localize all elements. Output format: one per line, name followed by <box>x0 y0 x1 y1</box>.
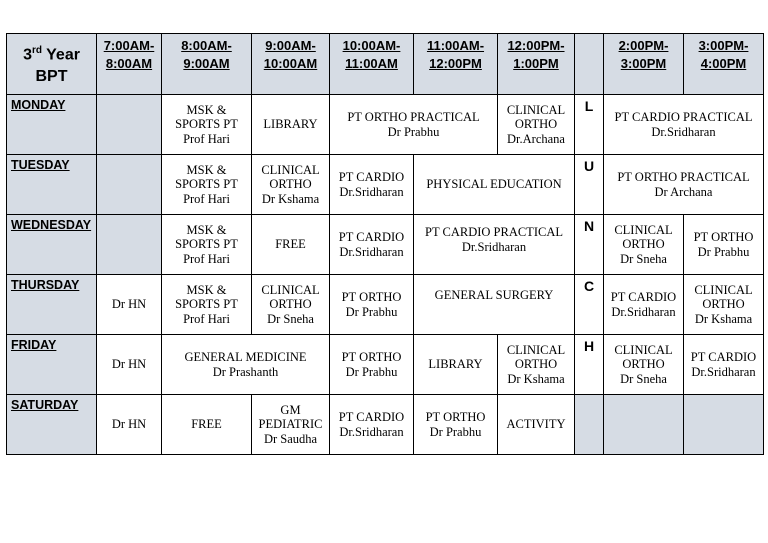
timetable-container <box>6 33 764 455</box>
schedule-cell: MSK & SPORTS PT Prof Hari <box>162 275 252 335</box>
day-row-saturday <box>7 395 764 455</box>
schedule-cell: GENERAL SURGERY <box>414 275 575 335</box>
schedule-cell: PT ORTHO Dr Prabhu <box>414 395 498 455</box>
day-label: WEDNESDAY <box>7 215 97 275</box>
time-slot-header: 11:00AM- 12:00PM <box>414 34 498 95</box>
schedule-cell: CLINICAL ORTHO Dr Sneha <box>604 335 684 395</box>
schedule-cell: LIBRARY <box>414 335 498 395</box>
schedule-cell: PT CARDIO PRACTICAL Dr.Sridharan <box>604 95 764 155</box>
schedule-cell: CLINICAL ORTHO Dr Sneha <box>252 275 330 335</box>
schedule-cell: PT CARDIO Dr.Sridharan <box>330 395 414 455</box>
day-label: TUESDAY <box>7 155 97 215</box>
schedule-cell: PT ORTHO PRACTICAL Dr Prabhu <box>330 95 498 155</box>
time-slot-header: 8:00AM- 9:00AM <box>162 34 252 95</box>
schedule-cell: PT CARDIO PRACTICAL Dr.Sridharan <box>414 215 575 275</box>
schedule-cell: CLINICAL ORTHO Dr Kshama <box>498 335 575 395</box>
schedule-cell: CLINICAL ORTHO Dr Sneha <box>604 215 684 275</box>
schedule-cell: PT ORTHO Dr Prabhu <box>684 215 764 275</box>
day-label: MONDAY <box>7 95 97 155</box>
schedule-cell: Dr HN <box>97 275 162 335</box>
day-row-thursday <box>7 275 764 335</box>
schedule-cell <box>684 395 764 455</box>
schedule-cell: MSK & SPORTS PT Prof Hari <box>162 95 252 155</box>
page-title: 3rd Year BPT <box>7 34 97 95</box>
time-slot-header: 9:00AM- 10:00AM <box>252 34 330 95</box>
time-slot-header: 10:00AM- 11:00AM <box>330 34 414 95</box>
schedule-cell: PT ORTHO Dr Prabhu <box>330 335 414 395</box>
schedule-cell: PHYSICAL EDUCATION <box>414 155 575 215</box>
lunch-header <box>575 34 604 95</box>
schedule-cell: FREE <box>162 395 252 455</box>
time-slot-header: 2:00PM- 3:00PM <box>604 34 684 95</box>
schedule-cell: Dr HN <box>97 335 162 395</box>
time-slot-header: 7:00AM- 8:00AM <box>97 34 162 95</box>
header-row <box>7 34 764 95</box>
schedule-cell: LIBRARY <box>252 95 330 155</box>
schedule-cell: GENERAL MEDICINE Dr Prashanth <box>162 335 330 395</box>
lunch-letter: N <box>575 215 604 275</box>
schedule-cell <box>97 95 162 155</box>
time-slot-header: 3:00PM- 4:00PM <box>684 34 764 95</box>
day-label: THURSDAY <box>7 275 97 335</box>
day-row-wednesday <box>7 215 764 275</box>
lunch-letter: H <box>575 335 604 395</box>
schedule-cell: PT ORTHO Dr Prabhu <box>330 275 414 335</box>
schedule-cell: PT CARDIO Dr.Sridharan <box>330 155 414 215</box>
schedule-cell <box>604 395 684 455</box>
schedule-cell: CLINICAL ORTHO Dr Kshama <box>252 155 330 215</box>
timetable <box>6 33 764 455</box>
day-row-tuesday <box>7 155 764 215</box>
schedule-cell: MSK & SPORTS PT Prof Hari <box>162 155 252 215</box>
schedule-cell: PT CARDIO Dr.Sridharan <box>604 275 684 335</box>
lunch-letter: U <box>575 155 604 215</box>
day-row-friday <box>7 335 764 395</box>
lunch-letter <box>575 395 604 455</box>
schedule-cell: PT ORTHO PRACTICAL Dr Archana <box>604 155 764 215</box>
schedule-cell: GM PEDIATRIC Dr Saudha <box>252 395 330 455</box>
schedule-cell <box>97 215 162 275</box>
schedule-cell: MSK & SPORTS PT Prof Hari <box>162 215 252 275</box>
schedule-cell: PT CARDIO Dr.Sridharan <box>330 215 414 275</box>
time-slot-header: 12:00PM- 1:00PM <box>498 34 575 95</box>
day-label: FRIDAY <box>7 335 97 395</box>
lunch-letter: L <box>575 95 604 155</box>
day-label: SATURDAY <box>7 395 97 455</box>
schedule-cell <box>97 155 162 215</box>
schedule-cell: ACTIVITY <box>498 395 575 455</box>
schedule-cell: Dr HN <box>97 395 162 455</box>
schedule-cell: FREE <box>252 215 330 275</box>
schedule-cell: PT CARDIO Dr.Sridharan <box>684 335 764 395</box>
schedule-cell: CLINICAL ORTHO Dr Kshama <box>684 275 764 335</box>
day-row-monday <box>7 95 764 155</box>
schedule-cell: CLINICAL ORTHO Dr.Archana <box>498 95 575 155</box>
lunch-letter: C <box>575 275 604 335</box>
